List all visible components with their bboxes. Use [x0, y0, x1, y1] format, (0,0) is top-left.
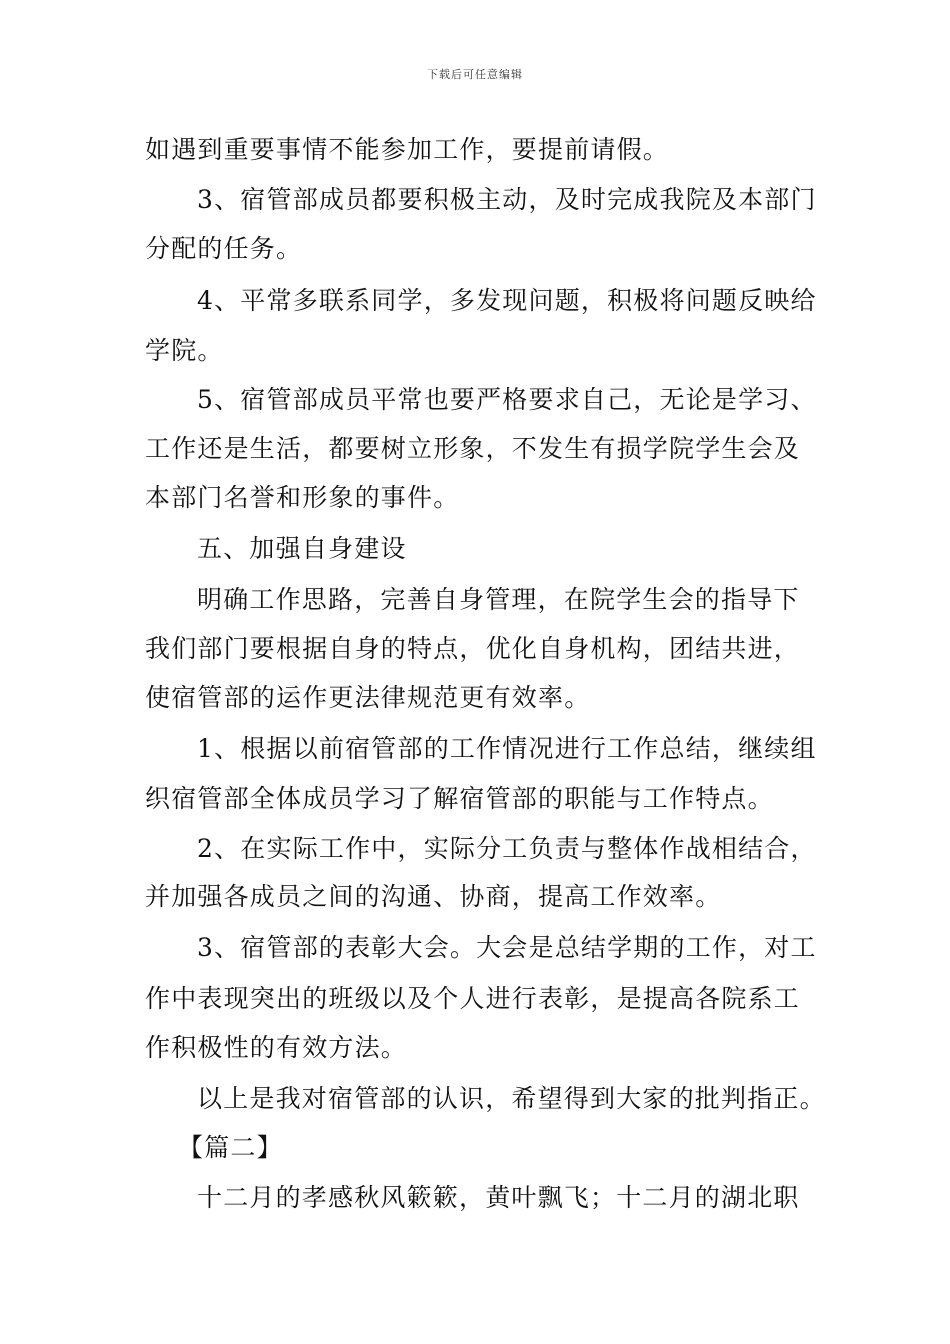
text-line: 本部门名誉和形象的事件。: [145, 483, 460, 512]
text-line: 5、宿管部成员平常也要严格要求自己，无论是学习、: [197, 385, 817, 414]
text-line: 如遇到重要事情不能参加工作，要提前请假。: [145, 135, 670, 164]
text-line: 作积极性的有效方法。: [145, 1033, 408, 1062]
text-line: 1、根据以前宿管部的工作情况进行工作总结，继续组: [197, 734, 817, 763]
text-line: 我们部门要根据自身的特点，优化自身机构，团结共进，: [145, 634, 801, 663]
text-line: 2、在实际工作中，实际分工负责与整体作战相结合，: [197, 834, 817, 863]
text-line: 作中表现突出的班级以及个人进行表彰，是提高各院系工: [145, 984, 801, 1013]
text-line: 以上是我对宿管部的认识，希望得到大家的批判指正。: [197, 1084, 826, 1113]
text-line: 4、平常多联系同学，多发现问题，积极将问题反映给: [197, 286, 817, 315]
text-line: 工作还是生活，都要树立形象，不发生有损学院学生会及: [145, 434, 801, 463]
text-line: 学院。: [145, 336, 224, 365]
text-line: 3、宿管部的表彰大会。大会是总结学期的工作，对工: [197, 933, 817, 962]
text-line: 3、宿管部成员都要积极主动，及时完成我院及本部门: [197, 185, 817, 214]
text-line: 并加强各成员之间的沟通、协商，提高工作效率。: [145, 882, 722, 911]
text-line: 明确工作思路，完善自身管理，在院学生会的指导下: [197, 585, 800, 614]
header-note: 下载后可任意编辑: [427, 68, 523, 81]
text-line: 使宿管部的运作更法律规范更有效率。: [145, 683, 591, 712]
section-heading: 五、加强自身建设: [197, 534, 407, 563]
text-line: 织宿管部全体成员学习了解宿管部的职能与工作特点。: [145, 784, 774, 813]
text-line: 十二月的孝感秋风簌簌，黄叶飘飞；十二月的湖北职: [197, 1183, 800, 1212]
text-line: 分配的任务。: [145, 234, 303, 263]
chapter-heading: 【篇二】: [178, 1133, 283, 1162]
